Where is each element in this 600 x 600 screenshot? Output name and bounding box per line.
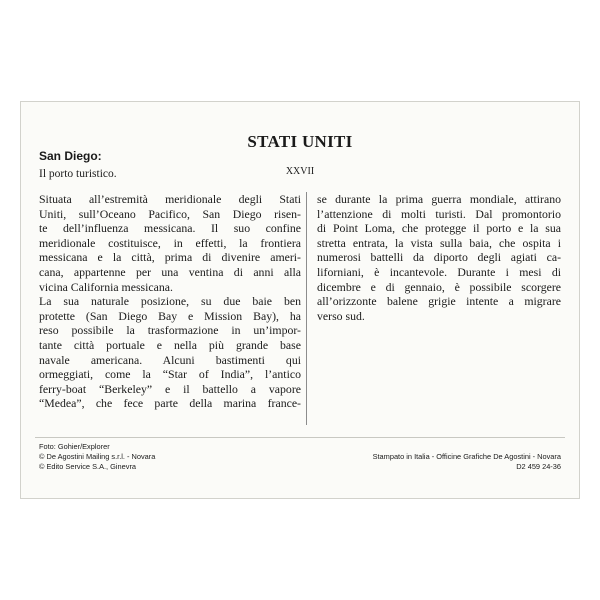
copyright-line: © Edito Service S.A., Ginevra	[39, 462, 137, 471]
copyright-line: © De Agostini Mailing s.r.l. - Novara	[39, 452, 156, 461]
text-line: meridionale costituisce, in effetti, la frontiera	[39, 235, 301, 250]
country-title: STATI UNITI	[247, 132, 353, 151]
footer-divider	[35, 437, 565, 438]
photo-credit: Foto: Gohier/Explorer	[39, 442, 110, 451]
text-line: dicembre e di gennaio, è possibile scorgere	[317, 279, 561, 294]
plate-number: XXVII	[285, 166, 315, 177]
footer-credits	[39, 442, 155, 472]
place-title: San Diego:	[39, 149, 102, 163]
text-line: l’attenzione di molti turisti. Dal promontorio	[317, 206, 561, 221]
place-subtitle: Il porto turistico.	[39, 168, 117, 180]
text-line: “Medea”, che fece parte della marina france-	[39, 396, 301, 411]
text-line: vicina California messicana.	[39, 279, 173, 294]
text-line: verso sud.	[317, 308, 365, 323]
text-line: liforniani, è incantevole. Durante i mesi di	[317, 264, 561, 279]
text-column-left	[39, 192, 301, 411]
text-line: cana, appartenne per una ventina di anni alla	[39, 264, 301, 279]
footer-printer	[373, 452, 561, 472]
text-line: messicana e la città, prima di divenire ameri-	[39, 250, 301, 265]
text-line: La sua naturale posizione, su due baie ben	[39, 294, 301, 309]
text-line: di Point Loma, che protegge il porto e la sua	[317, 221, 561, 236]
printer-line: Stampato in Italia - Officine Grafiche De Agostini - Novara	[372, 452, 561, 461]
text-line: se durante la prima guerra mondiale, attirano	[317, 192, 561, 206]
text-line: ferry-boat “Berkeley” e il battello a vapore	[39, 381, 301, 396]
text-line: stretta entrata, la vista sulla baia, che ospita i	[317, 235, 561, 250]
text-line: Situata all’estremità meridionale degli Stati	[39, 192, 301, 206]
text-line: reso possibile la trasformazione in un’impor-	[39, 323, 301, 338]
info-card	[20, 101, 580, 499]
text-line: protette (San Diego Bay e Mission Bay), ha	[39, 308, 301, 323]
product-code: D2 459 24-36	[516, 462, 561, 471]
text-line: te dell’influenza messicana. Il suo confine	[39, 221, 301, 236]
text-line: ormeggiati, come la “Star of India”, l’antico	[39, 367, 301, 382]
column-divider	[306, 192, 307, 425]
text-line: all’orizzonte balene grigie intente a migrare	[317, 294, 561, 309]
text-line: navale americana. Alcuni bastimenti qui	[39, 352, 301, 367]
text-line: tante città portuale e nella più grande base	[39, 337, 301, 352]
text-line: numerosi battelli da diporto degli agiati ca-	[317, 250, 561, 265]
text-column-right	[317, 192, 561, 323]
text-line: Uniti, sull’Oceano Pacifico, San Diego risen-	[39, 206, 301, 221]
